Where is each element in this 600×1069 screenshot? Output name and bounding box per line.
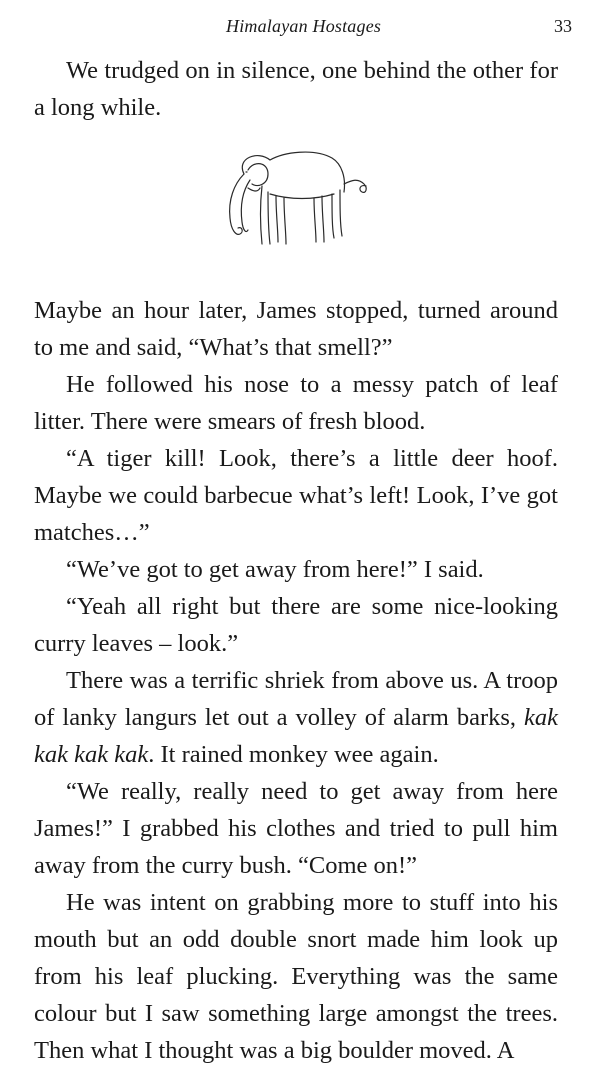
page-number: 33 [554, 16, 572, 36]
paragraph-2: Maybe an hour later, James stopped, turned around to me and said, “What’s that smell?” [34, 297, 558, 361]
paragraph-8: “We really, really need to get away from here James!” I grabbed his clothes and tried to pull him away from the curry bush. “Come on!” [34, 778, 558, 879]
paragraph-7-text-after: . It rained monkey wee again. [148, 741, 439, 768]
page-header [0, 14, 600, 42]
paragraph-7 [34, 662, 558, 773]
paragraph-5: “We’ve got to get away from here!” I said. [66, 556, 484, 583]
paragraph-7-text-before: There was a terrific shriek from above us. A troop of lanky langurs let out a volley of alarm barks, [34, 667, 558, 731]
paragraph-1: We trudged on in silence, one behind the other for a long while. [34, 57, 558, 121]
paragraph-4: “A tiger kill! Look, there’s a little deer hoof. Maybe we could barbecue what’s left! Look, I’ve got matches…” [34, 445, 558, 546]
paragraph-6: “Yeah all right but there are some nice-looking curry leaves – look.” [34, 593, 558, 657]
paragraph-7-italic: kak kak kak kak [34, 704, 558, 768]
paragraph-3: He followed his nose to a messy patch of leaf litter. There were smears of fresh blood. [34, 371, 558, 435]
running-title: Himalayan Hostages [226, 16, 382, 36]
elephant-line-drawing-icon [214, 144, 380, 254]
paragraph-9: He was intent on grabbing more to stuff into his mouth but an odd double snort made him look up from his leaf plucking. Everything was the same colour but I saw something large amongst the trees. Then what I thought was a big boulder moved. A [34, 889, 558, 1064]
